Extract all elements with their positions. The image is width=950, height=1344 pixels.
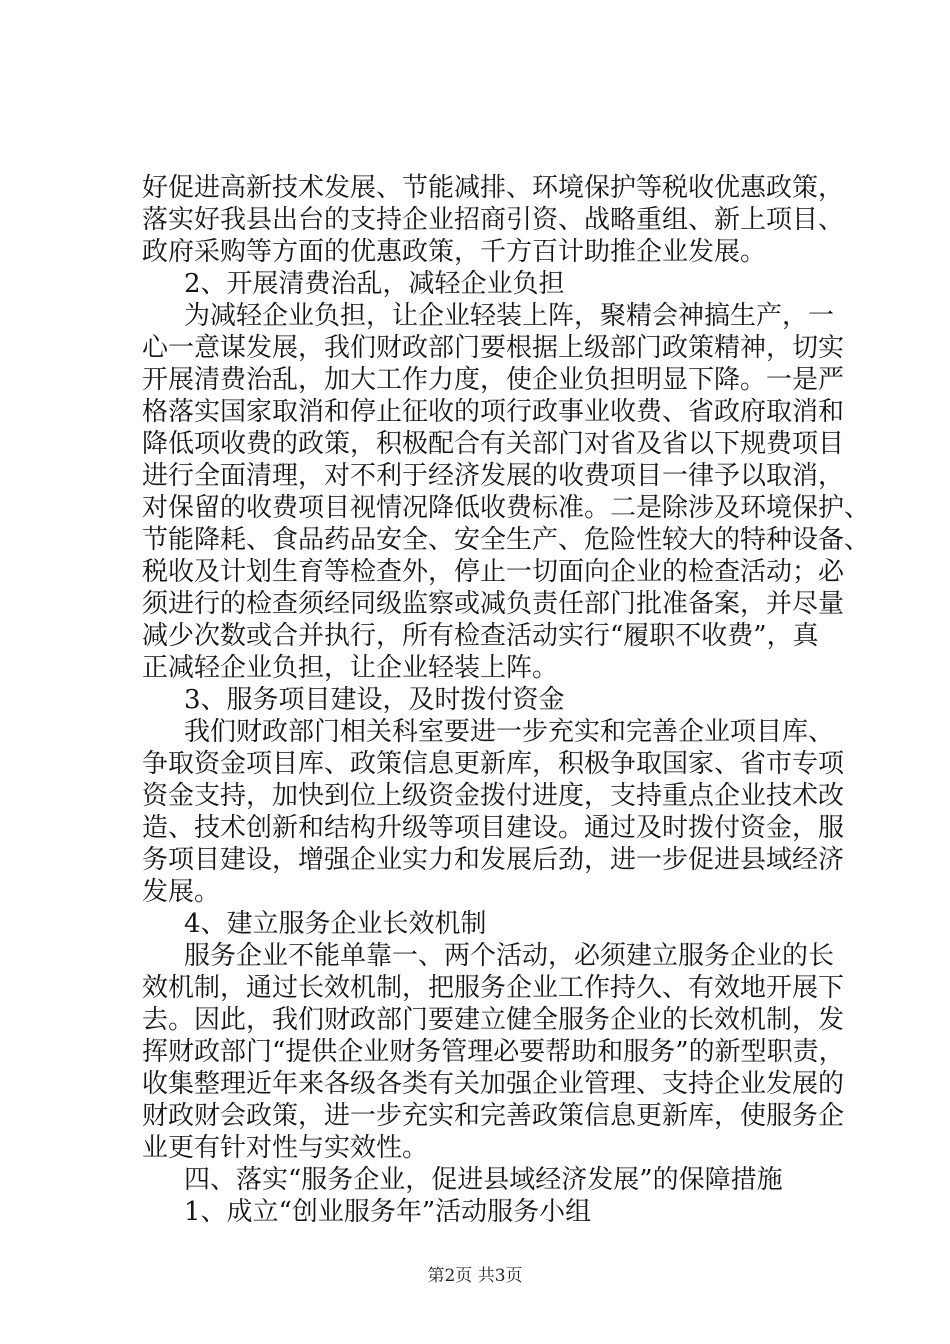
text-line: 四、落实“服务企业，促进县域经济发展”的保障措施 (184, 1165, 783, 1195)
text-line: 务项目建设，增强企业实力和发展后劲，进一步促进县域经济 (142, 845, 845, 875)
text-line: 争取资金项目库、政策信息更新库，积极争取国家、省市专项 (142, 749, 845, 779)
page-number-footer: 第2页 共3页 (427, 1266, 523, 1286)
text-line: 1、成立“创业服务年”活动服务小组 (184, 1197, 592, 1227)
text-line: 发展。 (142, 877, 221, 907)
text-line: 减少次数或合并执行，所有检查活动实行“履职不收费”，真 (142, 621, 819, 651)
text-line: 造、技术创新和结构升级等项目建设。通过及时拨付资金，服 (142, 813, 845, 843)
text-line: 2、开展清费治乱，减轻企业负担 (184, 269, 565, 299)
text-line: 效机制，通过长效机制，把服务企业工作持久、有效地开展下 (142, 973, 845, 1003)
text-line: 业更有针对性与实效性。 (142, 1133, 429, 1163)
text-line: 心一意谋发展，我们财政部门要根据上级部门政策精神，切实 (142, 333, 845, 363)
text-line: 正减轻企业负担，让企业轻装上阵。 (142, 653, 559, 683)
text-line: 4、建立服务企业长效机制 (184, 909, 487, 939)
text-line: 政府采购等方面的优惠政策，千方百计助推企业发展。 (142, 237, 767, 267)
text-line: 税收及计划生育等检查外，停止一切面向企业的检查活动；必 (142, 557, 845, 587)
text-line: 3、服务项目建设，及时拨付资金 (184, 685, 565, 715)
text-line: 去。因此，我们财政部门要建立健全服务企业的长效机制，发 (142, 1005, 845, 1035)
text-line: 落实好我县出台的支持企业招商引资、战略重组、新上项目、 (142, 205, 845, 235)
text-line: 为减轻企业负担，让企业轻装上阵，聚精会神搞生产，一 (184, 301, 835, 331)
text-line: 节能降耗、食品药品安全、安全生产、危险性较大的特种设备、 (142, 525, 871, 555)
text-line: 格落实国家取消和停止征收的项行政事业收费、省政府取消和 (142, 397, 845, 427)
text-line: 开展清费治乱，加大工作力度，使企业负担明显下降。一是严 (142, 365, 845, 395)
text-line: 资金支持，加快到位上级资金拨付进度，支持重点企业技术改 (142, 781, 845, 811)
text-line: 挥财政部门“提供企业财务管理必要帮助和服务”的新型职责， (142, 1037, 845, 1067)
text-line: 好促进高新技术发展、节能减排、环境保护等税收优惠政策， (142, 173, 845, 203)
text-line: 收集整理近年来各级各类有关加强企业管理、支持企业发展的 (142, 1069, 845, 1099)
document-body (142, 172, 871, 1228)
text-line: 须进行的检查须经同级监察或减负责任部门批准备案，并尽量 (142, 589, 845, 619)
text-line: 我们财政部门相关科室要进一步充实和完善企业项目库、 (184, 717, 835, 747)
text-line: 进行全面清理，对不利于经济发展的收费项目一律予以取消， (142, 461, 845, 491)
text-line: 服务企业不能单靠一、两个活动，必须建立服务企业的长 (184, 941, 835, 971)
text-line: 降低项收费的政策，积极配合有关部门对省及省以下规费项目 (142, 429, 845, 459)
text-line: 财政财会政策，进一步充实和完善政策信息更新库，使服务企 (142, 1101, 845, 1131)
text-line: 对保留的收费项目视情况降低收费标准。二是除涉及环境保护、 (142, 493, 871, 523)
